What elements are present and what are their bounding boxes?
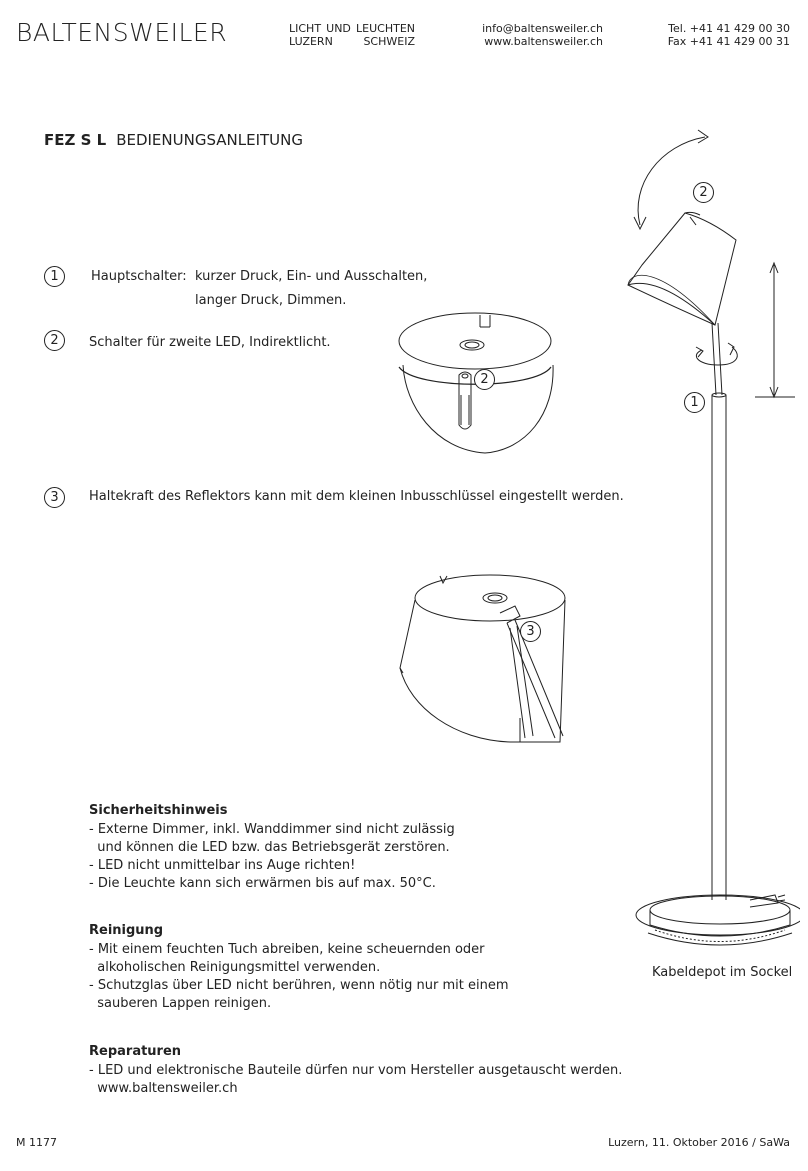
cleaning-line: sauberen Lappen reinigen. <box>89 996 272 1011</box>
tagline-word: UND <box>326 22 351 35</box>
document-number: M 1177 <box>16 1136 57 1149</box>
repair-heading: Reparaturen <box>89 1044 182 1059</box>
safety-line: - Externe Dimmer, inkl. Wanddimmer sind nicht zulässig <box>89 822 455 837</box>
callout-2-small: 2 <box>474 369 495 390</box>
base-caption: Kabeldepot im Sockel <box>652 965 793 980</box>
repair-line: - LED und elektronische Bauteile dürfen nur vom Hersteller ausgetauscht werden. <box>89 1063 623 1078</box>
item-2-text: Schalter für zweite LED, Indirektlicht. <box>89 335 331 350</box>
fax-number: Fax +41 41 429 00 31 <box>667 35 790 48</box>
model-name: FEZ S L <box>44 131 107 149</box>
repair-section <box>89 1043 622 1098</box>
callout-2-lamp: 2 <box>693 182 714 203</box>
repair-line: www.baltensweiler.ch <box>89 1081 238 1096</box>
cleaning-line: - Schutzglas über LED nicht berühren, wenn nötig nur mit einem <box>89 978 509 993</box>
doc-type: BEDIENUNGSANLEITUNG <box>116 131 303 149</box>
brand-logo: BALTENSWEILER <box>16 18 228 47</box>
website-link[interactable]: www.baltensweiler.ch <box>484 35 603 48</box>
safety-heading: Sicherheitshinweis <box>89 803 228 818</box>
tagline-word: LICHT <box>289 22 322 35</box>
document-date: Luzern, 11. Oktober 2016 / SaWa <box>608 1136 790 1149</box>
item-number-2: 2 <box>44 330 65 351</box>
tagline-word: LEUCHTEN <box>356 22 415 35</box>
floor-lamp-illustration <box>600 125 800 955</box>
contact-phone <box>640 22 790 48</box>
tagline-word: LUZERN <box>289 35 333 48</box>
contact-web <box>470 22 603 48</box>
page-title <box>44 131 303 149</box>
item-1-label: Hauptschalter: <box>91 269 187 284</box>
item-3-text: Haltekraft des Reflektors kann mit dem kleinen Inbusschlüssel eingestellt werden. <box>89 489 624 504</box>
item-1-line1: kurzer Druck, Ein- und Ausschalten, <box>195 269 428 284</box>
callout-3-small: 3 <box>520 621 541 642</box>
tagline-word: SCHWEIZ <box>363 35 415 48</box>
safety-line: und können die LED bzw. das Betriebsgerät zerstören. <box>89 840 450 855</box>
callout-1-lamp: 1 <box>684 392 705 413</box>
item-number-1: 1 <box>44 266 65 287</box>
phone-number: Tel. +41 41 429 00 30 <box>668 22 790 35</box>
item-1-line2: langer Druck, Dimmen. <box>195 293 347 308</box>
cleaning-section <box>89 922 509 1013</box>
safety-line: - Die Leuchte kann sich erwärmen bis auf max. 50°C. <box>89 876 436 891</box>
tagline <box>289 22 415 48</box>
cleaning-heading: Reinigung <box>89 923 164 938</box>
safety-line: - LED nicht unmittelbar ins Auge richten! <box>89 858 356 873</box>
cleaning-line: - Mit einem feuchten Tuch abreiben, keine scheuernden oder <box>89 942 485 957</box>
item-number-3: 3 <box>44 487 65 508</box>
safety-section <box>89 802 455 893</box>
cleaning-line: alkoholischen Reinigungsmittel verwenden. <box>89 960 381 975</box>
shade-allen-key-illustration <box>395 568 570 748</box>
email-link[interactable]: info@baltensweiler.ch <box>482 22 603 35</box>
